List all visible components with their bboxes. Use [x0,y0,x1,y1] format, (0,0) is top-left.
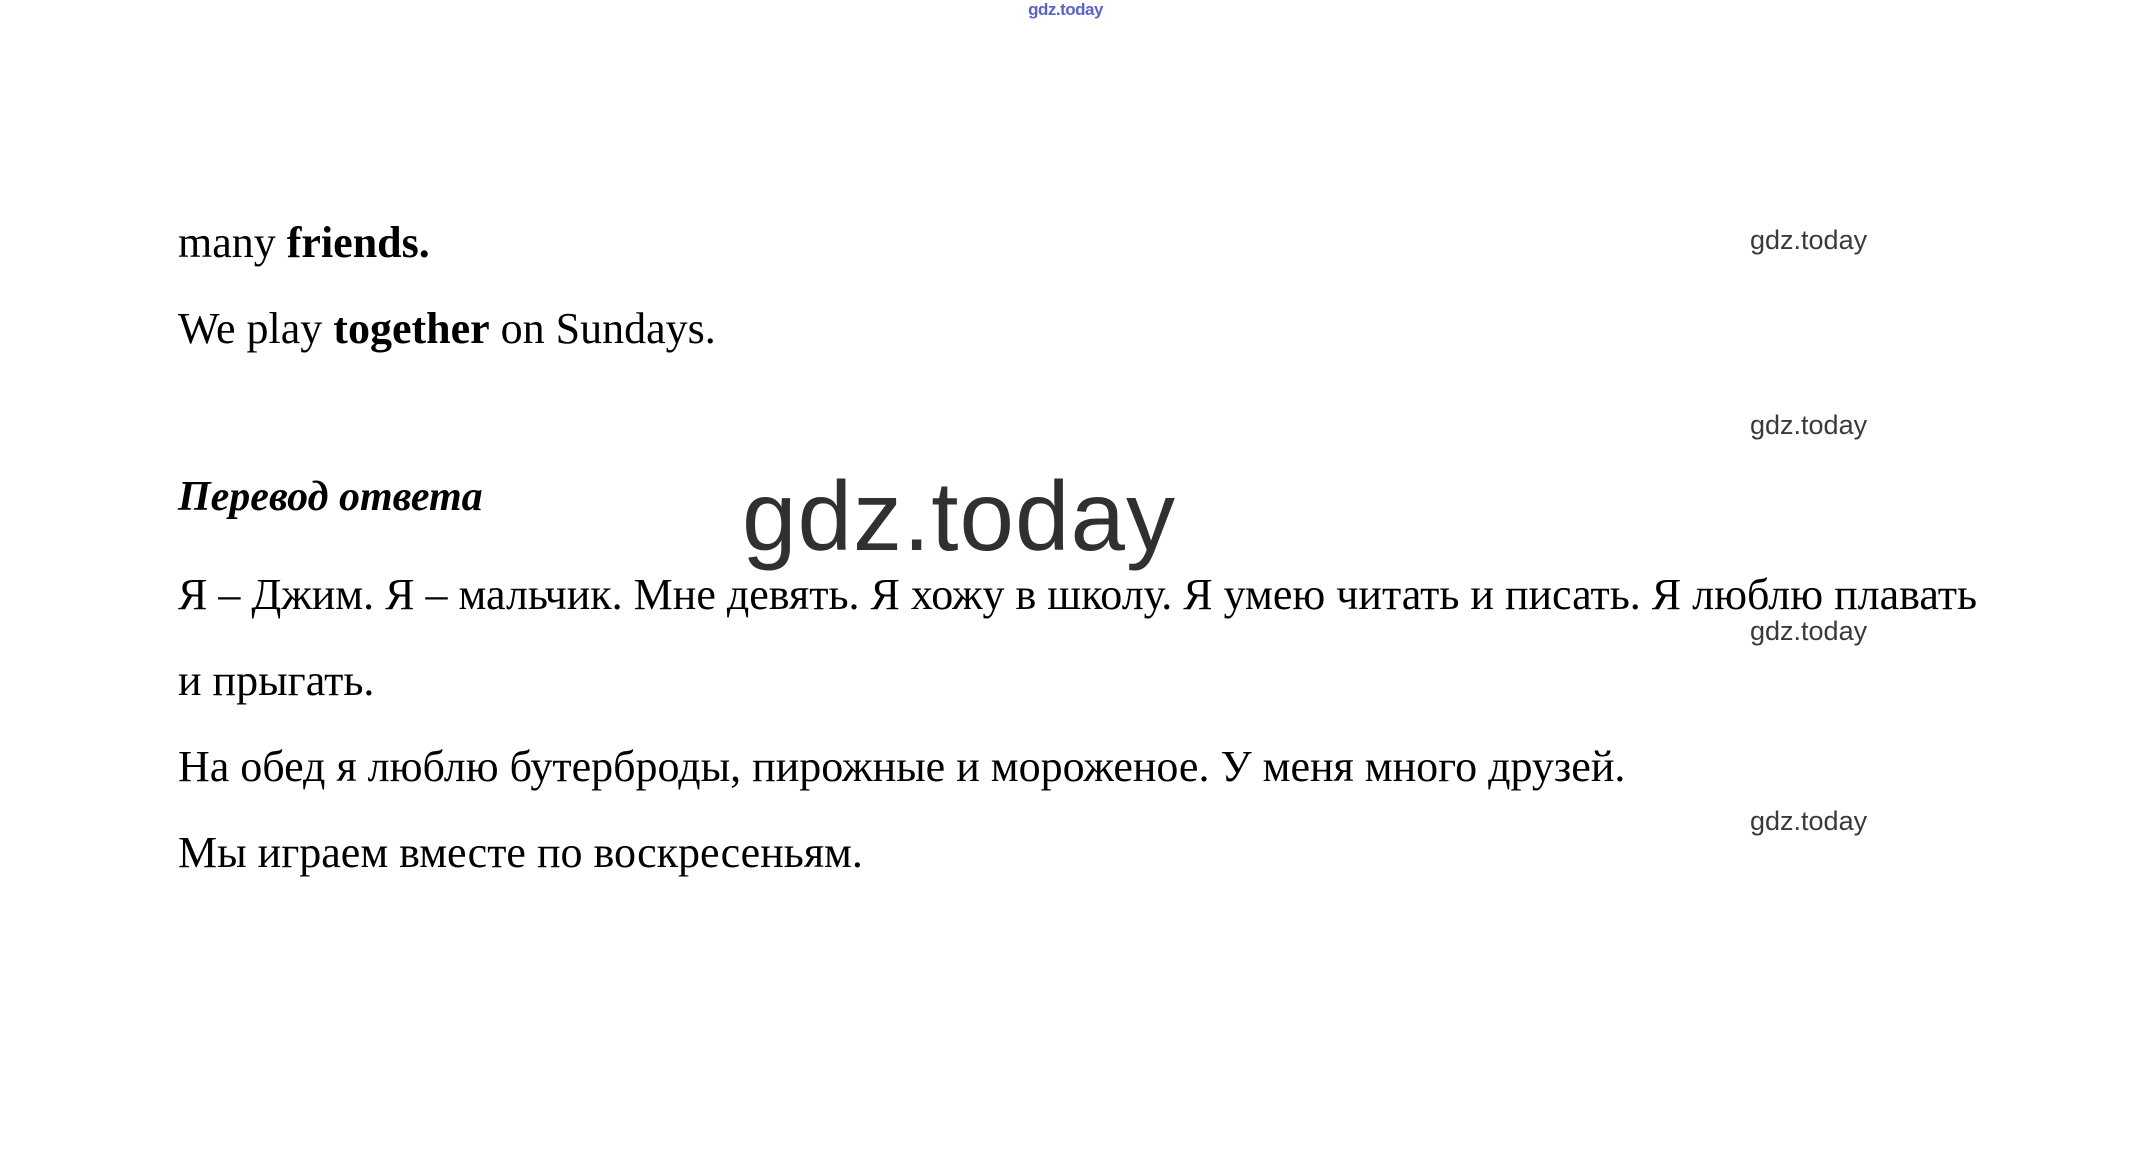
english-line-1 [178,200,1978,286]
english-line-2-after: on Sundays. [489,304,716,353]
top-watermark: gdz.today [1028,0,1103,19]
translation-paragraph-2: На обед я люблю бутерброды, пирожные и мороженое. У меня много друзей. [178,742,1626,791]
translation-paragraph-3: Мы играем вместе по воскресеньям. [178,828,863,877]
center-watermark: gdz.today [742,461,1176,571]
side-watermark-4: gdz.today [1750,806,1868,836]
section-spacer [178,372,1978,468]
english-line-1-bold: friends. [286,218,430,267]
english-line-2 [178,286,1978,372]
english-line-2-bold: together [333,304,490,353]
side-watermark-1: gdz.today [1750,225,1868,255]
side-watermark-2: gdz.today [1750,410,1868,440]
english-line-1-plain: many [178,218,287,267]
translation-paragraph-1: Я – Джим. Я – мальчик. Мне девять. Я хожу в школу. Я умею читать и писать. Я люблю плавать и прыгать. [178,570,1978,705]
translation-heading: Перевод ответа [178,474,483,520]
english-line-2-before: We play [178,304,334,353]
side-watermark-3: gdz.today [1750,616,1868,646]
